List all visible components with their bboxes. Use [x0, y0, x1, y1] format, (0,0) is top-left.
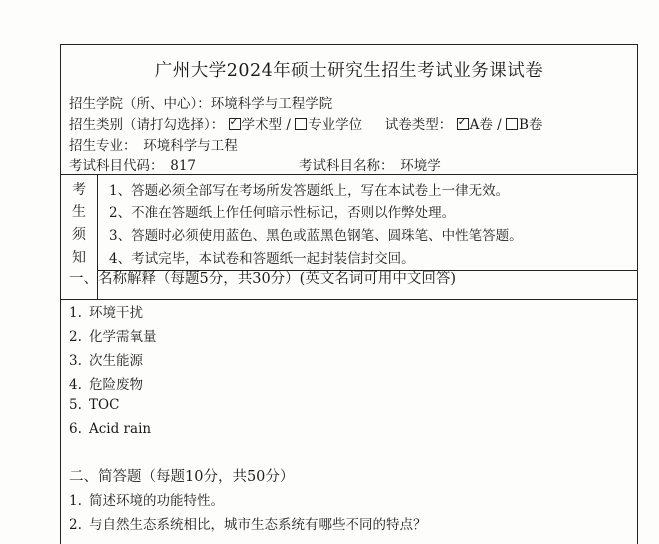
- question-text: 环境干扰: [89, 305, 143, 321]
- question-item: [69, 349, 143, 369]
- professional-checkbox: [295, 118, 307, 130]
- code-subject-line: [69, 154, 441, 174]
- section1-title: 一、名称解释（每题5分，共30分）(英文名词可用中文回答): [69, 271, 456, 287]
- question-item: [69, 301, 143, 321]
- notice-rule: 3、答题时必须使用蓝色、黑色或蓝黑色钢笔、圆珠笔、中性笔答题。: [109, 228, 523, 244]
- notice-char: 生: [72, 204, 86, 220]
- major-line: 招生专业： 环境科学与工程: [69, 138, 238, 154]
- notice-char: 知: [72, 250, 86, 266]
- question-item: [69, 397, 119, 413]
- notice-char: 考: [72, 182, 86, 198]
- question-text: 次生能源: [89, 353, 143, 369]
- exam-title: 广州大学2024年硕士研究生招生考试业务课试卷: [154, 61, 544, 81]
- section2-title: 二、简答题（每题10分，共50分）: [69, 469, 295, 485]
- academic-checkbox: [229, 118, 241, 130]
- question-item: [69, 421, 151, 437]
- question-item: [69, 373, 143, 393]
- question-number: 3.: [69, 353, 82, 369]
- paper-b-checkbox: [506, 118, 518, 130]
- paper-a-checkbox: [457, 118, 469, 130]
- exam-paper: [60, 44, 638, 544]
- subject-code: 考试科目代码： 817: [69, 158, 197, 174]
- question-text: Acid rain: [89, 421, 152, 437]
- academic-label: 学术型 /: [241, 117, 291, 133]
- college-line: 招生学院（所、中心）：环境科学与工程学院: [69, 96, 333, 112]
- question-item: [69, 489, 224, 509]
- category-line: [69, 113, 542, 133]
- notice-char: 须: [72, 227, 86, 243]
- subject-name: 考试科目名称： 环境学: [299, 158, 441, 174]
- question-number: 1.: [69, 305, 82, 321]
- question-text: 危险废物: [89, 377, 143, 393]
- question-number: 4.: [69, 377, 82, 393]
- paper-a-label: A卷 /: [469, 117, 502, 133]
- question-number: 2.: [69, 329, 82, 345]
- notice-rule: 1、答题必须全部写在考场所发答题纸上，写在本试卷上一律无效。: [109, 183, 510, 199]
- question-text: 化学需氧量: [89, 329, 157, 345]
- notice-rule: 2、不准在答题纸上作任何暗示性标记，否则以作弊处理。: [109, 205, 456, 221]
- question-number: 6.: [69, 421, 82, 437]
- notice-rule: 4、考试完毕，本试卷和答题纸一起封装信封交回。: [109, 251, 415, 267]
- question-number: 2.: [69, 517, 82, 533]
- paper-b-label: B卷: [518, 117, 543, 133]
- question-text: 简述环境的功能特性。: [89, 493, 224, 509]
- paper-type-label: 试卷类型：: [384, 117, 453, 133]
- question-number: 5.: [69, 397, 82, 413]
- question-text: 与自然生态系统相比，城市生态系统有哪些不同的特点？: [89, 517, 427, 533]
- question-item: [69, 325, 157, 345]
- question-number: 1.: [69, 493, 82, 509]
- question-text: TOC: [89, 397, 120, 413]
- question-item: [69, 513, 427, 533]
- professional-label: 专业学位: [308, 117, 363, 133]
- category-label: 招生类别（请打勾选择）：: [69, 117, 225, 133]
